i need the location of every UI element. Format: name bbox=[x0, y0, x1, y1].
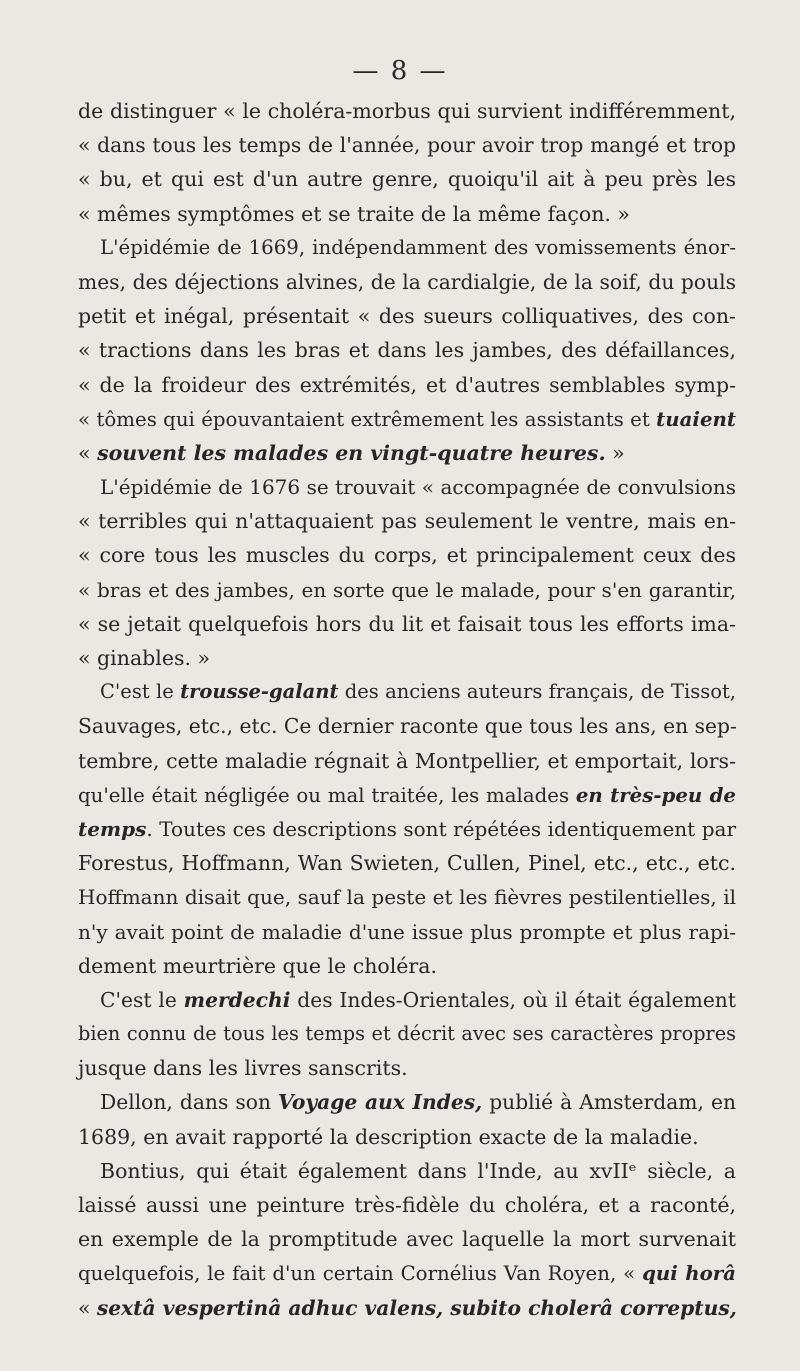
text-line bbox=[78, 1154, 736, 1188]
text-line bbox=[78, 470, 736, 504]
italic-text: trousse-galant bbox=[180, 680, 339, 704]
italic-text: Voyage aux Indes, bbox=[278, 1090, 483, 1115]
text-line bbox=[78, 949, 736, 983]
text-line bbox=[78, 983, 736, 1017]
text-span: mes, des déjections alvines, de la cardialgie, de la soif, du pouls bbox=[78, 269, 736, 294]
text-span: « bras et des jambes, en sorte que le malade, pour s'en garantir, bbox=[78, 577, 736, 602]
text-span: C'est le bbox=[100, 680, 181, 704]
text-line bbox=[78, 128, 736, 162]
italic-text: merdechi bbox=[183, 987, 291, 1012]
text-span: « ginables. » bbox=[78, 646, 211, 670]
text-span: Dellon, dans son bbox=[100, 1090, 279, 1115]
text-span: laissé aussi une peinture très-fidèle du choléra, et a raconté, bbox=[78, 1193, 736, 1217]
text-line bbox=[78, 231, 736, 265]
text-line bbox=[78, 1256, 736, 1290]
text-span: tembre, cette maladie régnait à Montpellier, et emportait, lors- bbox=[78, 748, 736, 773]
text-span: « de la froideur des extrémités, et d'autres semblables symp- bbox=[78, 372, 736, 397]
text-line bbox=[78, 1120, 736, 1154]
italic-text: tuaient bbox=[656, 406, 736, 431]
text-line bbox=[78, 1085, 736, 1119]
text-line bbox=[78, 538, 736, 572]
text-line bbox=[78, 1188, 736, 1222]
italic-text: en très-peu de bbox=[575, 782, 736, 807]
text-line bbox=[78, 880, 736, 914]
italic-text: qui horâ bbox=[642, 1261, 736, 1286]
text-span: bien connu de tous les temps et décrit avec ses caractères propres bbox=[78, 1022, 736, 1046]
text-line bbox=[78, 94, 736, 128]
text-line bbox=[78, 607, 736, 641]
text-line bbox=[78, 299, 736, 333]
text-line bbox=[78, 1222, 736, 1256]
text-line bbox=[78, 368, 736, 402]
text-span: « bu, et qui est d'un autre genre, quoiqu'il ait à peu près les bbox=[78, 167, 736, 192]
text-line bbox=[78, 778, 736, 812]
italic-text: souvent les malades en vingt-quatre heures. bbox=[97, 440, 606, 465]
text-line bbox=[78, 744, 736, 778]
text-span: petit et inégal, présentait « des sueurs colliquatives, des con- bbox=[78, 304, 736, 329]
text-span: quelquefois, le fait d'un certain Cornélius Van Royen, « bbox=[78, 1262, 643, 1286]
text-span: « terribles qui n'attaquaient pas seulement le ventre, mais en- bbox=[78, 509, 736, 534]
text-line bbox=[78, 573, 736, 607]
text-span: L'épidémie de 1676 se trouvait « accompagnée de convulsions bbox=[100, 475, 736, 500]
text-line bbox=[78, 675, 736, 709]
text-line bbox=[78, 333, 736, 367]
text-line bbox=[78, 846, 736, 880]
text-span: n'y avait point de maladie d'une issue plus prompte et plus rapi- bbox=[78, 919, 736, 944]
text-span: « bbox=[78, 440, 98, 465]
text-span: des anciens auteurs français, de Tissot, bbox=[338, 680, 737, 704]
text-span: Forestus, Hoffmann, Wan Swieten, Cullen, Pinel, etc., etc., etc. bbox=[78, 851, 736, 876]
text-span: Bontius, qui était également dans l'Inde, au xvIIᵉ siècle, a bbox=[100, 1158, 736, 1183]
text-span: dement meurtrière que le choléra. bbox=[78, 953, 437, 978]
text-span: « core tous les muscles du corps, et principalement ceux des bbox=[78, 543, 736, 568]
text-line bbox=[78, 1291, 736, 1325]
text-line bbox=[78, 812, 736, 846]
text-span: de distinguer « le choléra-morbus qui survient indifféremment, bbox=[78, 99, 736, 123]
text-line bbox=[78, 641, 736, 675]
text-span: L'épidémie de 1669, indépendamment des vomissements énor- bbox=[100, 235, 736, 259]
text-span: qu'elle était négligée ou mal traitée, les malades bbox=[78, 783, 576, 807]
text-span: des Indes-Orientales, où il était également bbox=[290, 987, 736, 1012]
page-number: — 8 — bbox=[352, 56, 448, 86]
body-text bbox=[78, 94, 736, 1325]
text-span: en exemple de la promptitude avec laquelle la mort survenait bbox=[78, 1227, 736, 1252]
text-span: . Toutes ces descriptions sont répétées identiquement par bbox=[146, 816, 736, 841]
text-span: publié à Amsterdam, en bbox=[482, 1090, 736, 1115]
text-line bbox=[78, 504, 736, 538]
text-span: « mêmes symptômes et se traite de la même façon. » bbox=[78, 201, 630, 226]
text-span: « tractions dans les bras et dans les jambes, des défaillances, bbox=[78, 338, 736, 363]
text-line bbox=[78, 1017, 736, 1051]
text-line bbox=[78, 1051, 736, 1085]
text-span: « tômes qui épouvantaient extrêmement les assistants et bbox=[78, 407, 657, 431]
text-line bbox=[78, 709, 736, 743]
text-span: 1689, en avait rapporté la description exacte de la maladie. bbox=[78, 1124, 699, 1149]
text-span: Sauvages, etc., etc. Ce dernier raconte que tous les ans, en sep- bbox=[78, 714, 737, 739]
text-span: « bbox=[78, 1295, 97, 1320]
text-span: Hoffmann disait que, sauf la peste et les fièvres pestilentielles, il bbox=[78, 885, 736, 910]
text-span: » bbox=[605, 440, 625, 465]
text-line bbox=[78, 197, 736, 231]
text-line bbox=[78, 915, 736, 949]
italic-text: temps bbox=[78, 816, 147, 841]
text-line bbox=[78, 162, 736, 196]
text-line bbox=[78, 436, 736, 470]
text-span: « se jetait quelquefois hors du lit et faisait tous les efforts ima- bbox=[78, 611, 736, 636]
text-span: C'est le bbox=[100, 987, 184, 1012]
text-span: « dans tous les temps de l'année, pour avoir trop mangé et trop bbox=[78, 133, 736, 158]
italic-text: sextâ vespertinâ adhuc valens, subito cholerâ correptus, bbox=[96, 1295, 737, 1320]
text-span: jusque dans les livres sanscrits. bbox=[78, 1056, 408, 1081]
text-line bbox=[78, 402, 736, 436]
text-line bbox=[78, 265, 736, 299]
